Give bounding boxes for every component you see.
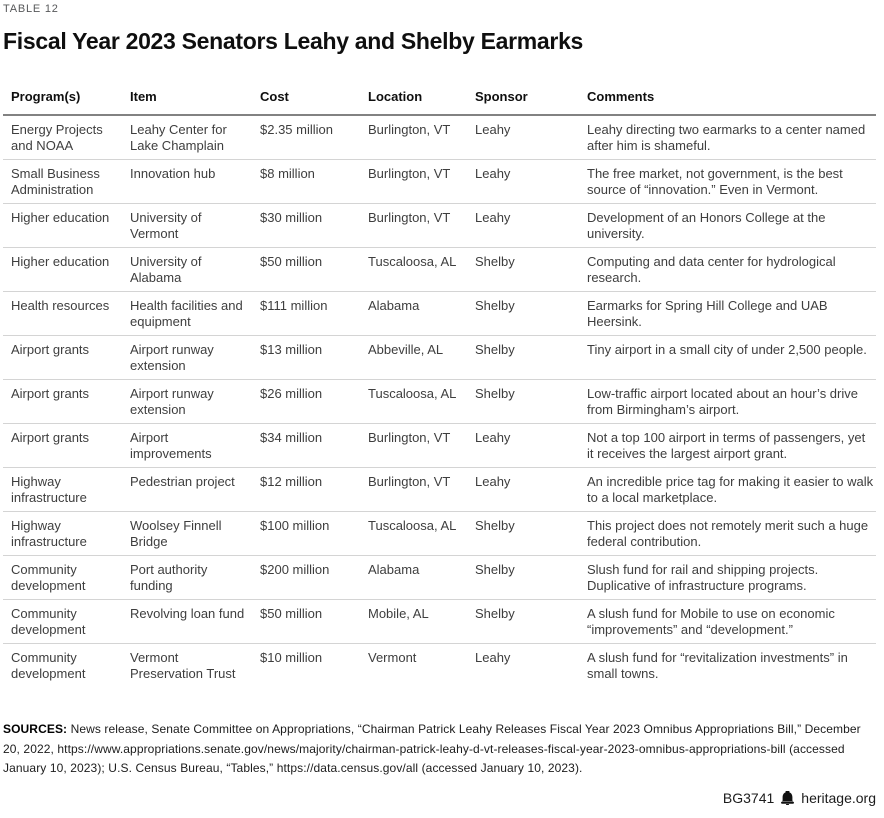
table-row (3, 600, 876, 644)
table-row (3, 116, 876, 160)
cell-item: Pedestrian project (130, 473, 235, 489)
cell-sponsor: Leahy (475, 165, 511, 181)
site-link[interactable]: heritage.org (801, 790, 876, 806)
cell-cost: $100 million (260, 517, 330, 533)
cell-sponsor: Leahy (475, 429, 511, 445)
cell-comments: A slush fund for “revitalization investments” in small towns. (587, 649, 848, 682)
cell-item: Airport runway extension (130, 385, 214, 418)
cell-item: University of Alabama (130, 253, 202, 286)
cell-item: University of Vermont (130, 209, 202, 242)
cell-cost: $12 million (260, 473, 323, 489)
cell-item: Revolving loan fund (130, 605, 245, 621)
table-row (3, 248, 876, 292)
table-row (3, 644, 876, 688)
cell-sponsor: Leahy (475, 209, 511, 225)
cell-cost: $50 million (260, 253, 323, 269)
table-row (3, 556, 876, 600)
column-header-cost: Cost (260, 89, 289, 105)
cell-cost: $10 million (260, 649, 323, 665)
cell-comments: An incredible price tag for making it easier to walk to a local marketplace. (587, 473, 874, 506)
cell-program: Highway infrastructure (11, 473, 87, 506)
table-row (3, 512, 876, 556)
cell-program: Higher education (11, 253, 110, 269)
cell-program: Airport grants (11, 341, 90, 357)
cell-cost: $30 million (260, 209, 323, 225)
sources-label: SOURCES: (3, 722, 68, 737)
page-title: Fiscal Year 2023 Senators Leahy and Shelby Earmarks (3, 28, 584, 54)
cell-cost: $34 million (260, 429, 323, 445)
cell-comments: Tiny airport in a small city of under 2,500 people. (587, 341, 867, 357)
cell-location: Alabama (368, 561, 420, 577)
cell-sponsor: Shelby (475, 385, 515, 401)
cell-cost: $50 million (260, 605, 323, 621)
cell-location: Burlington, VT (368, 429, 451, 445)
cell-item: Woolsey Finnell Bridge (130, 517, 222, 550)
cell-sponsor: Shelby (475, 341, 515, 357)
column-header-location: Location (368, 89, 423, 105)
cell-item: Airport improvements (130, 429, 212, 462)
cell-cost: $13 million (260, 341, 323, 357)
cell-comments: Computing and data center for hydrological research. (587, 253, 836, 286)
cell-item: Health facilities and equipment (130, 297, 243, 330)
cell-comments: Earmarks for Spring Hill College and UAB Heersink. (587, 297, 828, 330)
table-row (3, 380, 876, 424)
cell-location: Vermont (368, 649, 417, 665)
cell-comments: Slush fund for rail and shipping projects. Duplicative of infrastructure programs. (587, 561, 819, 594)
cell-cost: $2.35 million (260, 121, 333, 137)
cell-comments: Leahy directing two earmarks to a center named after him is shameful. (587, 121, 866, 154)
cell-cost: $26 million (260, 385, 323, 401)
cell-comments: This project does not remotely merit such a huge federal contribution. (587, 517, 869, 550)
cell-program: Community development (11, 605, 86, 638)
cell-item: Innovation hub (130, 165, 216, 181)
column-header-item: Item (130, 89, 157, 105)
table-row (3, 160, 876, 204)
cell-cost: $111 million (260, 297, 328, 313)
cell-location: Abbeville, AL (368, 341, 444, 357)
table-row (3, 204, 876, 248)
cell-sponsor: Shelby (475, 605, 515, 621)
cell-item: Airport runway extension (130, 341, 214, 374)
cell-location: Tuscaloosa, AL (368, 385, 457, 401)
cell-location: Burlington, VT (368, 473, 451, 489)
table-row (3, 292, 876, 336)
cell-program: Higher education (11, 209, 110, 225)
table-row (3, 336, 876, 380)
cell-comments: The free market, not government, is the best source of “innovation.” Even in Vermont. (587, 165, 843, 198)
cell-item: Port authority funding (130, 561, 208, 594)
cell-program: Small Business Administration (11, 165, 100, 198)
sources-note (3, 720, 871, 779)
table-row (3, 424, 876, 468)
cell-program: Highway infrastructure (11, 517, 87, 550)
cell-program: Community development (11, 649, 86, 682)
cell-sponsor: Shelby (475, 297, 515, 313)
cell-location: Mobile, AL (368, 605, 429, 621)
cell-sponsor: Leahy (475, 649, 511, 665)
cell-program: Health resources (11, 297, 110, 313)
column-header-sponsor: Sponsor (475, 89, 528, 105)
cell-comments: A slush fund for Mobile to use on economic “improvements” and “development.” (587, 605, 835, 638)
column-header-program: Program(s) (11, 89, 81, 105)
cell-sponsor: Leahy (475, 121, 511, 137)
table-number-label: TABLE 12 (3, 3, 59, 15)
cell-item: Vermont Preservation Trust (130, 649, 236, 682)
cell-location: Burlington, VT (368, 165, 451, 181)
cell-location: Alabama (368, 297, 420, 313)
footer (723, 790, 876, 806)
column-header-comments: Comments (587, 89, 655, 105)
cell-comments: Development of an Honors College at the university. (587, 209, 826, 242)
cell-sponsor: Shelby (475, 561, 515, 577)
earmarks-table (3, 81, 876, 687)
table-body (3, 116, 876, 688)
cell-program: Energy Projects and NOAA (11, 121, 103, 154)
cell-item: Leahy Center for Lake Champlain (130, 121, 227, 154)
cell-cost: $8 million (260, 165, 315, 181)
cell-cost: $200 million (260, 561, 330, 577)
cell-comments: Low-traffic airport located about an hour’s drive from Birmingham’s airport. (587, 385, 858, 418)
cell-program: Airport grants (11, 385, 90, 401)
cell-sponsor: Shelby (475, 517, 515, 533)
cell-comments: Not a top 100 airport in terms of passengers, yet it receives the largest airport grant. (587, 429, 866, 462)
cell-location: Tuscaloosa, AL (368, 517, 457, 533)
cell-program: Airport grants (11, 429, 90, 445)
cell-sponsor: Leahy (475, 473, 511, 489)
cell-location: Tuscaloosa, AL (368, 253, 457, 269)
cell-location: Burlington, VT (368, 209, 451, 225)
table-header-row (3, 81, 876, 116)
doc-id: BG3741 (722, 790, 775, 806)
sources-text: News release, Senate Committee on Appropriations, “Chairman Patrick Leahy Releases Fiscal Year 2023 Omnibus Appropriations Bill,” December 20, 2022, https://www.appropriations.senate.gov/news/majority/chairman-patrick-leahy-d-vt-releases-fiscal-year-2023-omnibus-appropriations-bill (accessed January 10, 2023); U.S. Census Bureau, “Tables,” https://data.census.gov/all (accessed January 10, 2023). (3, 722, 861, 776)
table-row (3, 468, 876, 512)
liberty-bell-icon (780, 791, 795, 805)
cell-program: Community development (11, 561, 86, 594)
cell-sponsor: Shelby (475, 253, 515, 269)
cell-location: Burlington, VT (368, 121, 451, 137)
